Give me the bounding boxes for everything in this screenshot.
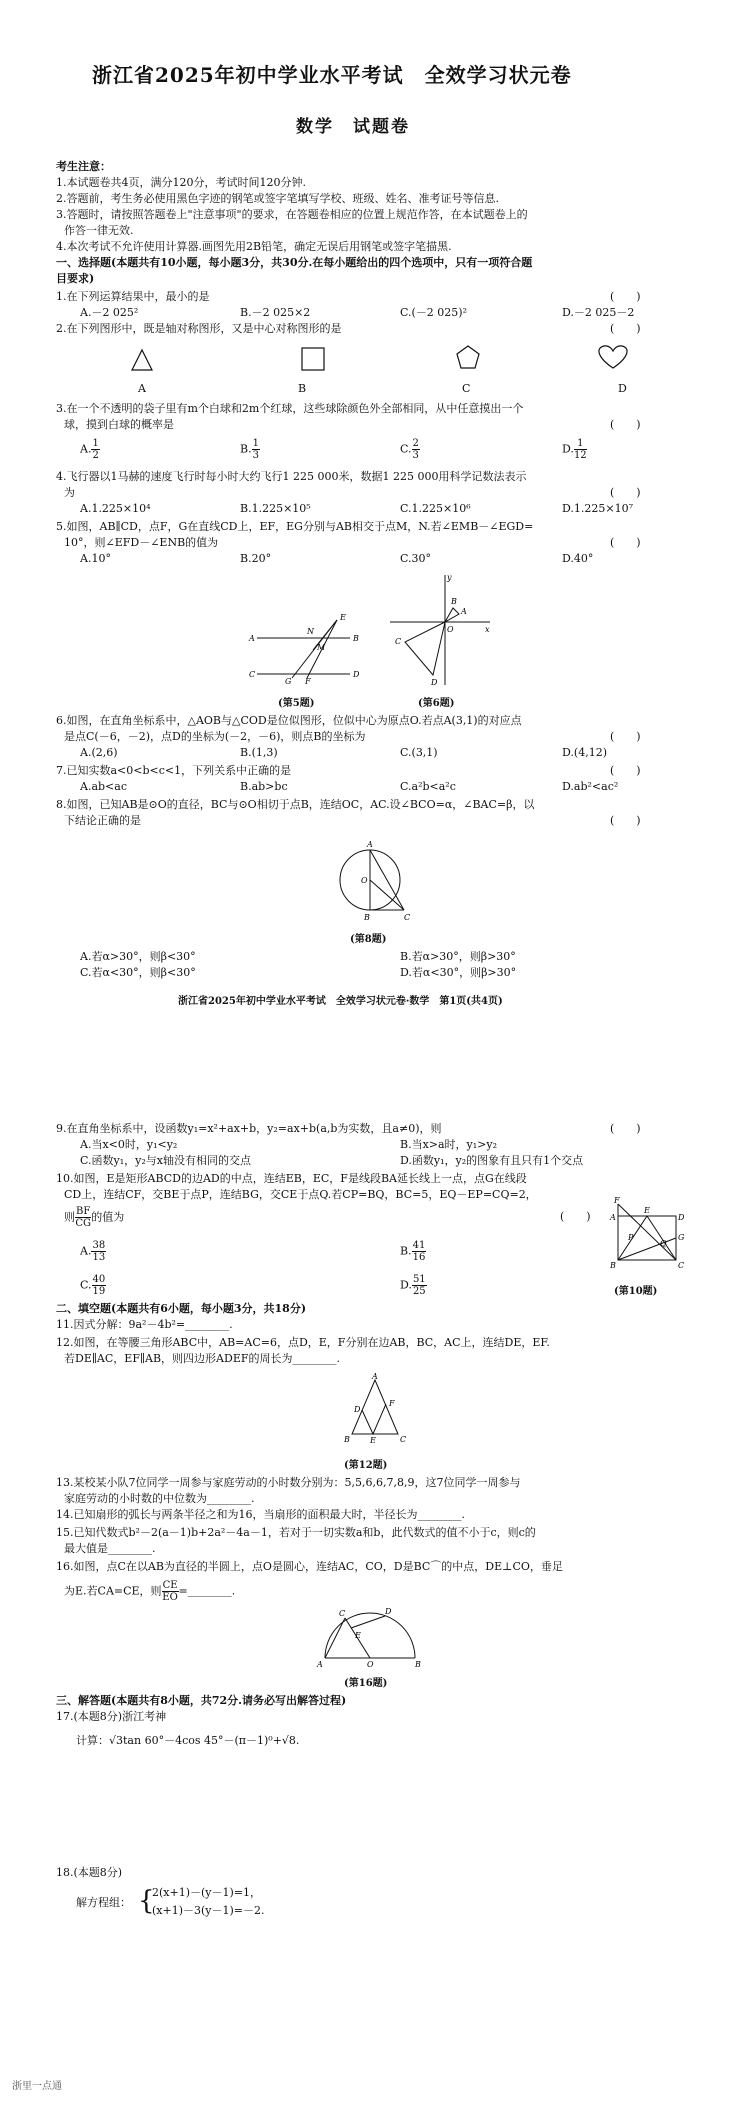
fig6-label: x [485, 625, 490, 634]
fig12-label: A [372, 1372, 378, 1381]
q9-answer-paren: ( ) [610, 1122, 641, 1135]
q10-answer-paren: ( ) [560, 1210, 591, 1223]
fig5-caption: (第5题) [278, 698, 315, 709]
q3-answer-paren: ( ) [610, 418, 641, 431]
fig5-label: B [353, 634, 359, 643]
q6-option-c: C.(3,1) [400, 746, 438, 759]
q10-stem-ratio: 则 $\frac{BF}{CG}$ 的值为 [64, 1206, 125, 1229]
q4-answer-paren: ( ) [610, 486, 641, 499]
q16-stem: 16.如图，点C在以AB为直径的半圆上，点O是圆心，连结AC，CO，D是BC⌒的中点，DE⊥CO，垂足 [56, 1560, 563, 1573]
triangle-icon [132, 350, 152, 370]
section2-heading: 二、填空题(本题共有6小题，每小题3分，共18分) [56, 1302, 307, 1315]
q10-option-d: D. $\frac{51}{25}$ [400, 1274, 426, 1297]
notice-item: 1.本试题卷共4页，满分120分，考试时间120分钟. [56, 176, 306, 189]
section3-heading: 三、解答题(本题共有8小题，共72分.请务必写出解答过程) [56, 1694, 347, 1707]
fig10-label: P [628, 1233, 634, 1242]
q1-option-c: C.(－2 025)² [400, 306, 468, 319]
figure-8 [330, 838, 420, 928]
fig10-label: B [610, 1261, 616, 1270]
q18-equation-2: (x+1)－3(y－1)=－2. [152, 1904, 265, 1917]
fig12-label: E [370, 1436, 376, 1444]
q16-stem-cont: 为E.若CA=CE，则 $\frac{CE}{EO}$ =________. [64, 1580, 236, 1603]
q12-stem-cont: 若DE∥AC，EF∥AB，则四边形ADEF的周长为________. [64, 1352, 340, 1365]
fig5-label: F [305, 677, 311, 685]
pentagon-icon [457, 346, 479, 368]
q9-option-d: D.函数y₁，y₂的图象有且只有1个交点 [400, 1154, 584, 1167]
fig12-label: C [400, 1435, 407, 1444]
fig6-label: D [431, 678, 438, 687]
q5-stem: 5.如图，AB∥CD，点F，G在直线CD上，EF，EG分别与AB相交于点M，N.若∠EMB－∠EGD= [56, 520, 534, 533]
q5-answer-paren: ( ) [610, 536, 641, 549]
fig6-label: C [395, 637, 402, 646]
fig8-caption: (第8题) [350, 934, 387, 945]
q10-stem-cont: CD上，连结CF，交BE于点P，连结BG，交CE于点Q.若CP=BQ，BC=5，EQ－EP=CQ=2， [64, 1188, 537, 1201]
q2-option-b: B [298, 382, 307, 395]
fig12-label: F [389, 1399, 395, 1408]
q5-option-c: C.30° [400, 552, 432, 565]
q8-option-b: B.若α>30°，则β>30° [400, 950, 516, 963]
q7-option-b: B.ab>bc [240, 780, 288, 793]
q2-shape-options [130, 340, 630, 380]
fig16-label: E [355, 1631, 361, 1640]
fig5-label: E [340, 613, 346, 622]
q7-answer-paren: ( ) [610, 764, 641, 777]
q7-option-c: C.a²b<a²c [400, 780, 456, 793]
fig10-label: D [678, 1213, 685, 1222]
q5-option-b: B.20° [240, 552, 272, 565]
q17-heading: 17.(本题8分)浙江考神 [56, 1710, 167, 1723]
q8-stem-cont: 下结论正确的是 [64, 814, 141, 827]
q17-expression: 计算：√3tan 60°－4cos 45°－(π－1)⁰+√8. [76, 1734, 300, 1747]
q15-stem: 15.已知代数式b²－2(a－1)b+2a²－4a－1，若对于一切实数a和b，此代数式的值不小于c，则c的 [56, 1526, 536, 1539]
q10-option-b: B. $\frac{41}{16}$ [400, 1240, 426, 1263]
page1-footer: 浙江省2025年初中学业水平考试 全效学习状元卷·数学 第1页(共4页) [178, 996, 503, 1007]
fig16-label: C [339, 1609, 346, 1618]
q8-option-d: D.若α<30°，则β>30° [400, 966, 517, 979]
notice-item: 3.答题时，请按照答题卷上"注意事项"的要求，在答题卷相应的位置上规范作答，在本试题卷上的 [56, 208, 528, 221]
fig10-label: C [678, 1261, 685, 1270]
fig16-label: O [367, 1660, 374, 1668]
q2-option-a: A [138, 382, 146, 395]
q2-option-d: D [618, 382, 627, 395]
q10-option-c: C. $\frac{40}{19}$ [80, 1274, 106, 1297]
fig10-label: Q [660, 1239, 667, 1248]
fig16-label: A [317, 1660, 323, 1668]
fig6-label: B [451, 597, 457, 606]
q6-stem: 6.如图，在直角坐标系中，△AOB与△COD是位似图形，位似中心为原点O.若点A(3,1)的对应点 [56, 714, 522, 727]
fig5-label: M [317, 643, 326, 652]
q4-stem-cont: 为 [64, 486, 75, 499]
fig10-caption: (第10题) [614, 1286, 658, 1297]
q14-text: 14.已知扇形的弧长与两条半径之和为16，当扇形的面积最大时，半径长为________. [56, 1508, 465, 1521]
notice-item: 作答一律无效. [64, 224, 134, 237]
watermark-text: 浙里一点通 [12, 2081, 62, 2092]
q6-option-a: A.(2,6) [80, 746, 118, 759]
figure-10 [608, 1196, 688, 1276]
q2-stem: 2.在下列图形中，既是轴对称图形，又是中心对称图形的是 [56, 322, 342, 335]
q8-option-a: A.若α>30°，则β<30° [80, 950, 196, 963]
notice-item: 4.本次考试不允许使用计算器.画图先用2B铅笔，确定无误后用钢笔或签字笔描黑. [56, 240, 452, 253]
q7-option-a: A.ab<ac [80, 780, 127, 793]
heart-icon [599, 346, 627, 368]
q9-option-c: C.函数y₁，y₂与x轴没有相同的交点 [80, 1154, 251, 1167]
q2-option-c: C [462, 382, 471, 395]
section1-heading-cont: 目要求) [56, 272, 95, 285]
notice-heading: 考生注意： [56, 160, 111, 173]
q4-stem: 4.飞行器以1马赫的速度飞行时每小时大约飞行1 225 000米，数据1 225 000用科学记数法表示 [56, 470, 527, 483]
fig8-label: B [364, 913, 370, 922]
figure-12 [340, 1372, 410, 1444]
fig10-label: A [610, 1213, 616, 1222]
q1-option-b: B.－2 025×2 [240, 306, 311, 319]
fig5-label: G [285, 677, 292, 685]
fig10-label: F [614, 1196, 620, 1205]
q8-stem: 8.如图，已知AB是⊙O的直径，BC与⊙O相切于点B，连结OC，AC.设∠BCO=α，∠BAC=β，以 [56, 798, 535, 811]
fig6-label: O [447, 625, 454, 634]
q6-stem-cont: 是点C(－6，－2)，点D的坐标为(－2，－6)，则点B的坐标为 [64, 730, 366, 743]
q13-stem: 13.某校某小队7位同学一周参与家庭劳动的小时数分别为：5,5,6,6,7,8,9，这7位同学一周参与 [56, 1476, 521, 1489]
q9-option-a: A.当x<0时，y₁<y₂ [80, 1138, 178, 1151]
fig12-label: D [354, 1405, 361, 1414]
q11-text: 11.因式分解：9a²－4b²=________. [56, 1318, 233, 1331]
q5-stem-cont: 10°，则∠EFD－∠ENB的值为 [64, 536, 219, 549]
q8-answer-paren: ( ) [610, 814, 641, 827]
q12-stem: 12.如图，在等腰三角形ABC中，AB=AC=6，点D，E，F分别在边AB，BC，AC上，连结DE，EF. [56, 1336, 550, 1349]
figure-5 [245, 610, 365, 685]
fig16-label: D [385, 1607, 392, 1616]
q6-answer-paren: ( ) [610, 730, 641, 743]
fig10-label: E [644, 1206, 650, 1215]
q9-stem: 9.在直角坐标系中，设函数y₁=x²+ax+b，y₂=ax+b(a,b为实数，且a≠0)，则 [56, 1122, 442, 1135]
q18-brace: { [138, 1886, 155, 1916]
fig16-caption: (第16题) [344, 1678, 388, 1689]
q6-option-b: B.(1,3) [240, 746, 278, 759]
fig5-label: D [353, 670, 360, 679]
fig5-label: C [249, 670, 256, 679]
q10-option-a: A. $\frac{38}{13}$ [80, 1240, 106, 1263]
q5-option-a: A.10° [80, 552, 111, 565]
q4-option-c: C.1.225×10⁶ [400, 502, 471, 515]
q8-option-c: C.若α<30°，则β<30° [80, 966, 196, 979]
q1-option-d: D.－2 025－2 [562, 306, 635, 319]
fig8-label: C [404, 913, 411, 922]
fig6-caption: (第6题) [418, 698, 455, 709]
q4-option-b: B.1.225×10⁵ [240, 502, 311, 515]
fig6-label: y [447, 573, 452, 582]
exam-subtitle: 数学 试题卷 [296, 117, 410, 137]
fig16-label: B [415, 1660, 421, 1668]
q18-lead: 解方程组： [76, 1896, 131, 1909]
section1-heading: 一、选择题(本题共有10小题，每小题3分，共30分.在每小题给出的四个选项中，只有一项符合题 [56, 256, 533, 269]
fig5-label: N [307, 627, 314, 636]
exam-title: 浙江省2025年初中学业水平考试 全效学习状元卷 [92, 63, 572, 87]
q2-answer-paren: ( ) [610, 322, 641, 335]
q5-option-d: D.40° [562, 552, 594, 565]
q10-stem: 10.如图，E是矩形ABCD的边AD的中点，连结EB，EC，F是线段BA延长线上一点，点G在线段 [56, 1172, 527, 1185]
q13-stem-cont: 家庭劳动的小时数的中位数为________. [64, 1492, 255, 1505]
fig6-label: A [461, 607, 467, 616]
fig10-label: G [678, 1233, 685, 1242]
q4-option-a: A.1.225×10⁴ [80, 502, 151, 515]
figure-6 [385, 570, 495, 690]
q6-option-d: D.(4,12) [562, 746, 607, 759]
q7-stem: 7.已知实数a<0<b<c<1，下列关系中正确的是 [56, 764, 292, 777]
fig12-label: B [344, 1435, 350, 1444]
q3-stem: 3.在一个不透明的袋子里有m个白球和2m个红球，这些球除颜色外全部相同，从中任意摸出一个 [56, 402, 524, 415]
q18-heading: 18.(本题8分) [56, 1866, 123, 1879]
q3-option-c: C. $\frac{2}{3}$ [400, 438, 419, 461]
figure-16 [315, 1606, 425, 1668]
q3-option-a: A. $\frac{1}{2}$ [80, 438, 99, 461]
q3-stem-cont: 球，摸到白球的概率是 [64, 418, 174, 431]
square-icon [302, 348, 324, 370]
q7-option-d: D.ab²<ac² [562, 780, 619, 793]
q1-stem: 1.在下列运算结果中，最小的是 [56, 290, 210, 303]
fig5-label: A [249, 634, 255, 643]
q9-option-b: B.当x>a时，y₁>y₂ [400, 1138, 498, 1151]
q4-option-d: D.1.225×10⁷ [562, 502, 634, 515]
q3-option-d: D. $\frac{1}{12}$ [562, 438, 587, 461]
fig8-label: O [361, 876, 368, 885]
q15-stem-cont: 最大值是________. [64, 1542, 156, 1555]
fig8-label: A [367, 840, 373, 849]
q3-option-b: B. $\frac{1}{3}$ [240, 438, 259, 461]
notice-item: 2.答题前，考生务必使用黑色字迹的钢笔或签字笔填写学校、班级、姓名、准考证号等信息. [56, 192, 499, 205]
q1-option-a: A.－2 025² [80, 306, 139, 319]
q1-answer-paren: ( ) [610, 290, 641, 303]
q18-equation-1: 2(x+1)－(y－1)=1， [152, 1886, 262, 1899]
fig12-caption: (第12题) [344, 1460, 388, 1471]
